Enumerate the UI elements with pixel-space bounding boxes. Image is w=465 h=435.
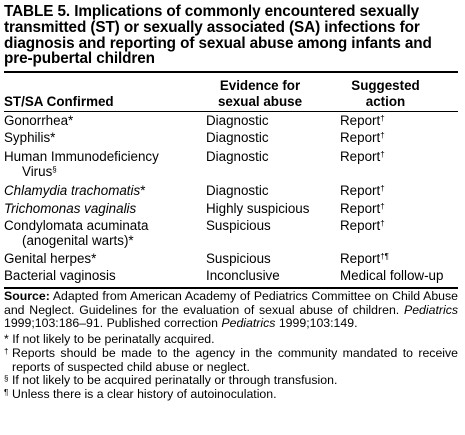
- infection-name: [4, 113, 204, 128]
- infection-name-line: Bacterial vaginosis: [4, 268, 116, 283]
- action-text: Report: [340, 149, 381, 164]
- footnote-mark: †: [380, 114, 385, 123]
- source-text-c: 1999;103:149.: [278, 316, 358, 331]
- footnote-mark: †: [4, 346, 9, 356]
- footnote-mark: *: [4, 332, 9, 347]
- source-text-a: Adapted from American Academy of Pediatrics Committee on Child Abuse and Neglect. Guidelines for the evaluation of sexual abuse of children.: [4, 289, 458, 317]
- footnote-mark: †: [380, 184, 385, 193]
- evidence-cell: Inconclusive: [206, 268, 280, 283]
- evidence-cell: Diagnostic: [206, 113, 269, 128]
- action-cell: [340, 201, 385, 216]
- action-cell: [340, 149, 385, 164]
- evidence-cell: Diagnostic: [206, 183, 269, 198]
- infection-name-line: Chlamydia trachomatis: [4, 183, 141, 198]
- infection-name: [4, 183, 204, 198]
- footnote-mark: §: [52, 165, 57, 175]
- action-cell: [340, 183, 385, 198]
- column-header-evidence-line2: sexual abuse: [217, 93, 303, 109]
- footnote-mark: †: [380, 219, 385, 228]
- footnote-mark: †: [380, 202, 385, 211]
- source-journal: Pediatrics: [404, 302, 458, 317]
- action-text: Report: [340, 113, 381, 128]
- footnote-text: Reports should be made to the agency in the community mandated to receive reports of suspected child abuse or neglect.: [12, 345, 458, 374]
- infection-name-line: Genital herpes*: [4, 251, 97, 266]
- infection-name: [4, 268, 204, 283]
- infection-name: [4, 251, 204, 266]
- footnote: [4, 347, 458, 374]
- evidence-cell: Diagnostic: [206, 149, 269, 164]
- action-text: Report: [340, 183, 381, 198]
- action-cell: [340, 251, 389, 266]
- evidence-cell: Diagnostic: [206, 130, 269, 145]
- action-text: Report: [340, 251, 381, 266]
- infection-name: [4, 130, 204, 145]
- evidence-cell: Highly suspicious: [206, 201, 310, 216]
- column-header-action: [338, 78, 433, 109]
- column-header-infection: ST/SA Confirmed: [4, 94, 114, 109]
- evidence-cell: Suspicious: [206, 251, 271, 266]
- column-header-evidence: [208, 78, 312, 109]
- infection-name-line: Human Immunodeficiency: [4, 149, 159, 164]
- action-text: Medical follow-up: [340, 268, 444, 283]
- action-cell: [340, 268, 443, 283]
- footnote: [4, 333, 458, 347]
- column-header-action-line1: Suggested: [351, 78, 420, 93]
- infection-name-suffix: *: [140, 183, 146, 198]
- column-header-evidence-line1: Evidence for: [219, 78, 301, 93]
- action-cell: [340, 130, 385, 145]
- action-cell: [340, 113, 385, 128]
- infection-name-line: Virus§: [22, 164, 57, 180]
- footnote-mark: †: [380, 150, 385, 159]
- footnote-mark: ¶: [4, 387, 9, 397]
- infection-name-line: (anogenital warts)*: [22, 233, 134, 249]
- evidence-cell: Suspicious: [206, 218, 271, 233]
- action-cell: [340, 218, 385, 233]
- header-top-rule: [4, 71, 458, 73]
- header-bottom-rule: [4, 111, 458, 112]
- table-notes: [4, 290, 458, 402]
- footnote-text: If not likely to be acquired perinatally or through transfusion.: [12, 373, 338, 388]
- source-journal-2: Pediatrics: [221, 316, 276, 331]
- table-title: TABLE 5. Implications of commonly encountered sexually transmitted (ST) or sexually associated (SA) infections for diagnosis and reporting of sexual abuse among infants and pre-pubertal children: [4, 3, 432, 68]
- footnote-text: If not likely to be perinatally acquired.: [8, 332, 215, 347]
- footnote-list: [4, 333, 458, 402]
- infection-name-line: Trichomonas vaginalis: [4, 201, 137, 216]
- infection-name: [4, 218, 204, 248]
- infection-name: [4, 201, 204, 216]
- footnote-mark: §: [4, 374, 9, 384]
- action-text: Report: [340, 201, 381, 216]
- footnote-mark: †¶: [380, 252, 389, 261]
- infection-name: [4, 149, 204, 179]
- column-header-action-line2: action: [365, 93, 406, 109]
- footnote: [4, 388, 458, 402]
- source-text-b: 1999;103:186–91. Published correction: [4, 316, 218, 331]
- source-label: Source:: [4, 289, 50, 303]
- infection-name-line: Syphilis*: [4, 130, 56, 145]
- infection-name-line: Gonorrhea*: [4, 113, 74, 128]
- source-note: [4, 290, 458, 331]
- action-text: Report: [340, 218, 381, 233]
- footnote-text: Unless there is a clear history of autoinoculation.: [12, 386, 277, 401]
- footnote-mark: †: [380, 131, 385, 140]
- infection-name-line: Condylomata acuminata: [4, 218, 149, 233]
- footnote: [4, 374, 458, 388]
- action-text: Report: [340, 130, 381, 145]
